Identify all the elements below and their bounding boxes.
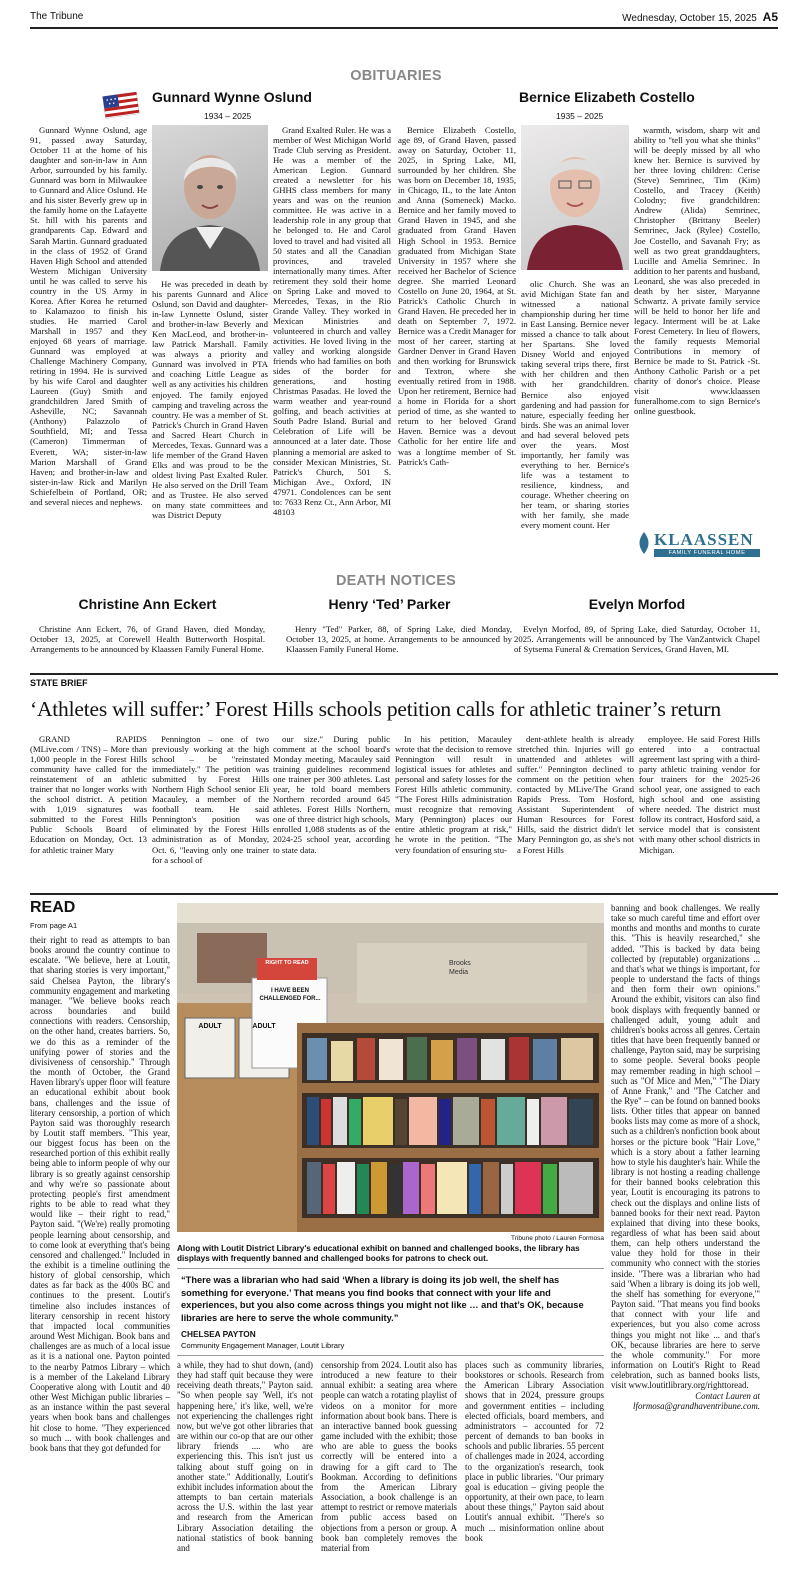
library-shelves-illustration [177, 903, 604, 1232]
brief-col-6 [639, 734, 760, 855]
state-brief-headline: ‘Athletes will suffer:’ Forest Hills schools petition calls for athletic trainer’s return [30, 697, 721, 721]
notice-name-eckert: Christine Ann Eckert [78, 596, 217, 612]
sign-adult-1: ADULT [198, 1023, 222, 1030]
brief-text-2: Pennington – one of two previously working at the high school – be "reinstated immediately." The petition was submitted by Forest Hills Northern High School senior Eli Macauley, a member of the football team. He said Pennington's position was eliminated by the Forest Hills administration as of Monday, Oct. 6, "leaving only one trainer for a school of [152, 734, 269, 865]
sign-adult-2: ADULT [252, 1023, 276, 1030]
notice-eckert-body: Christine Ann Eckert, 76, of Grand Haven, died Monday, October 13, 2025, at Corewell Health Butterworth Hospital. Arrangements to be announced by Klaassen Family Funeral Home. [30, 624, 265, 655]
read-bottom-text-3: places such as community libraries, bookstores or schools. Research from the American Library Association shows that in 2024, pressure groups and government entities – including elected officials, board members, and administrators – accounted for 72 percent of demands to ban books in schools and public libraries. 55 percent of challenges made in 2024, according to the organization's research, took place in public libraries. "Our primary goal is education – giving people the opportunity, at their own pace, to learn about these things," Payton said about Loutit's annual exhibit. "There's so much ... misinformation online about book [465, 1360, 605, 1543]
oslund-col-2 [152, 279, 268, 520]
quote-rule-top [177, 1268, 604, 1269]
brief-col-5 [517, 734, 634, 855]
oslund-portrait-icon [152, 125, 268, 271]
photo-caption: Along with Loutit District Library's educational exhibit on banned and challenged books, the library has displays with frequently banned and challenged books for patrons to check out. [177, 1244, 580, 1264]
oslund-col-3 [273, 125, 391, 517]
brief-text-1: GRAND RAPIDS (MLive.com / TNS) – More than 1,000 people in the Forest Hills community have called for the reinstatement of an athletic trainer that no longer works with the school district. A petition with 1,019 signatures was submitted to the Forest Hills Public Schools Board of Education on Monday, Oct. 13 for athletic trainer Mary [30, 734, 147, 855]
klaassen-logo [636, 530, 760, 560]
sign-media: Brooks Media [449, 960, 471, 976]
brief-text-5: dent-athlete health is already stretched thin. Injuries will go unattended and athletes will suffer." Pennington declined to comment on the petition when contacted by MLive/The Grand Rapids Press. Tom Hosford, Assistant Superintendent of Human Resources for Forest Hills, said the district didn't let Mary Pennington go, as she's not a Forest Hills [517, 734, 634, 855]
state-brief-label: STATE BRIEF [30, 678, 88, 688]
notice-morfod-body: Evelyn Morfod, 89, of Spring Lake, died Saturday, October 11, 2025. Arrangements will be announced by The VanZantwick Chapel of Sytsema Funeral & Cremation Services, Grand Haven, MI. [514, 624, 760, 655]
oslund-dates: 1934 – 2025 [204, 111, 252, 121]
read-bottom-text-1: a while, they had to shut down, (and) they had staff quit because they were receiving death threats," Payton said. "So when people say 'Well, it's not happening here,' it's like, well, we're not experiencing the challenges right now, but we've got other libraries that are within our co-op that are our other library friends .... who are experiencing this. This isn't just us talking about stuff going on in another state." Additionally, Loutit's exhibit includes information about the attempts to ban certain materials across the U.S. within the last year and research from the American Library Association detailing the national statistics of book banning and [177, 1360, 313, 1553]
bookshelf-row-1 [302, 1033, 599, 1083]
brief-text-6: employee. He said Forest Hills entered into a contractual agreement last spring with a third-party athletic training vendor for four trainers for the 2025-26 school year, one assigned to each high school and one assisting where needed. The district must follow its contract, Hosford said, a service model that is consistent with many other school districts in Michigan. [639, 734, 760, 855]
page-number: A5 [762, 10, 778, 24]
pull-quote: “There was a librarian who had said ‘When a library is doing its job well, the shelf has something for everyone.’ That means you find books that connect with your life and experiences, but you also come across things you might not like … and that’s OK, because libraries are here to serve the whole community.” [181, 1275, 584, 1323]
brief-text-3: our size." During public comment at the school board's Monday meeting, Macauley said training guidelines recommend one trainer per 300 athletes. Last year, he told board members Northern recorded around 645 athletes. Forest Hills Northern, one of three district high schools, enrolled 1,088 students as of the 2024-25 school year, according to state data. [273, 734, 390, 855]
costello-col-2 [521, 279, 629, 530]
klaassen-logo-text: KLAASSEN [654, 530, 754, 549]
costello-text-2: olic Church. She was an avid Michigan State fan and witnessed a national championship during her time in East Lansing. Bernice never missed a chance to talk about her Spartans. She loved Disney World and enjoyed taking several trips there, first with her children and then with her grandchildren. Bernice also enjoyed gardening and had passion for nature, especially feeding her birds. She was an animal lover and had several beloved pets over the years. Most importantly, her family was everything to her. Bernice's life was a testament to resilience, kindness, and courage. Whether cheering on her team, or sharing stories with her family, she made every moment count. Her [521, 279, 629, 531]
read-bottom-text-2: censorship from 2024. Loutit also has introduced a new feature to their annual exhibit: a seating area where people can watch a rotating playlist of videos on a monitor for more information about book bans. There is an interactive banned book guessing game included with the exhibit; those who are able to guess the books correctly will be entered into a drawing for a gift card to The Bookman. According to definitions from the American Library Association, a book challenge is an attempt to restrict or remove materials from public access based on objections from a person or group. A book ban completely removes the material from [321, 1360, 457, 1553]
oslund-col-1 [30, 125, 147, 507]
costello-dates: 1935 – 2025 [556, 111, 604, 121]
obituaries-title: OBITUARIES [350, 68, 442, 84]
notice-text-parker [286, 624, 512, 654]
costello-name: Bernice Elizabeth Costello [519, 89, 695, 105]
brief-text-4: In his petition, Macauley wrote that the decision to remove Pennington will result in logistical issues for athletes and personal and safety losses for the Forest Hills athletic community. "The Forest Hills administration must recognize that removing Mary (Pennington) places our entire athletic program at risk," he wrote in the petition. "The very foundation of ensuring stu- [395, 734, 512, 855]
bookshelf-row-3 [302, 1158, 599, 1218]
read-left-text: their right to read as attempts to ban books around the country continue to escalate. "We believe, here at Loutit, that sharing stories is very important," said Chelsea Payton, the library's community engagement and marketing manager. "We believe books reach across boundaries and build connections with readers. Censorship, on the other hand, creates barriers. So, we do this as a reminder of the unifying power of stories and the divisiveness of censorship." Through the month of October, the Grand Haven library's upper floor will feature an educational exhibit about book bans, challenges and the issue of literary censorship, a portion of which Payton said was thoroughly research by Loutit staff members. "This year, our biggest focus has been on the researched portion of this exhibit really being able to inform people of why our library is so greatly against censorship and why we're so passionate about protecting people's first amendment rights to be able to read what they would like – their right to read," Payton said. "(We're) really promoting people learning about censorship, and to come look at everything that's being censored and challenged." Included in the exhibit is a timeline outlining the history of global censorship, which dates as far back as the 400s BC and continues to the present. Loutit's timeline also includes instances of literary censorship in recent history that impacted local communities around West Michigan. Book bans and challenges are as much of a local issue as it is a national one. Payton pointed to the nearby Patmos Library – which is a member of the Lakeland Library Cooperative along with Loutit and 40 other West Michigan public libraries – as an instance within the past several years when book bans and challenges hit close to home. "They experienced so much ... with book challenges and book bans that they got defunded for [30, 935, 170, 1453]
death-notices-title: DEATH NOTICES [336, 573, 456, 589]
costello-photo [521, 125, 629, 270]
read-contact: Contact Lauren at lformosa@grandhaventribune.com. [633, 1390, 760, 1411]
quote-rule-bottom [177, 1355, 604, 1356]
read-label: READ [30, 899, 76, 916]
notice-text-morfod [514, 624, 760, 654]
oslund-text-3: Grand Exalted Ruler. He was a member of West Michigan World Trade Club serving as President. He was a member of the American Legion. Gunnard created a newsletter for his GHHS class members for many years and was on the reunion committee. He was active in a leadership role in any group that he belonged to. He and Carol loved to travel and had visited all 50 states and all the Canadian provinces, and traveled internationally many times. After retirement they sold their home on Spring Lake and moved to Mercedes, Texas, in the Rio Grande Valley. They worked in Mexican Ministries and volunteered in church and valley activities. He loved living in the valley and working alongside friends who had families on both sides of the border for generations, and hosting Christmas Pasadas. He loved the warm weather and year-round golfing, and beach activities at South Padre Island. Burial and Celebration of Life will be announced at a later date. Those planning a memorial are asked to consider Mexican Ministries, St. Patrick's Church, 501 S. Michigan Ave., Oxford, IN 47971. Condolences can be sent to: 7633 Renz Ct., Ann Arbor, MI 48103 [273, 125, 391, 517]
brief-col-1 [30, 734, 147, 855]
sign-right-to-read: RIGHT TO READ [265, 960, 309, 966]
oslund-text-1: Gunnard Wynne Oslund, age 91, passed away Saturday, October 11 at the home of his daughter and son-in-law in Ann Arbor, surrounded by his family. Gunnard was born in Milwaukee to Gunnard and Alice Oslund. He and his sister Beverly grew up in the family home on the Lafayette St. hill with his parents and grandparents Cap. Edward and Sarah Martin. Gunnard graduated in the class of 1952 of Grand Haven High School and attended Western Michigan University until he was called to serve his country in the US Army in Korea. After Korea he returned to Kalamazoo to finish his studies. He married Carol Marshall in 1957 and they enjoyed 68 years of marriage. Gunnard was employed at Challenge Machinery Company, retiring in 1994. He is survived by his wife Carol and daughter Laureen (Guy) Smith and grandchildren Jared Smith of Asheville, NC; Savannah (Anthony) Palazzolo of Southfield, MI; and Tessa (Cameron) Timmerman of Everett, WA; sister-in-law Marion Marshall of Grand Haven; and brother-in-law and sister-in-law Rick and Marilyn Schiefelbein of Portland, OR; and several nieces and nephews. [30, 125, 147, 507]
oslund-name: Gunnard Wynne Oslund [152, 89, 312, 105]
klaassen-logo-sub: FAMILY FUNERAL HOME [654, 549, 760, 557]
read-bottom-col-3 [465, 1360, 604, 1543]
paper-name: The Tribune [30, 11, 84, 22]
notice-name-parker: Henry ‘Ted’ Parker [328, 596, 451, 612]
read-bottom-col-1 [177, 1360, 313, 1553]
issue-date-text: Wednesday, October 15, 2025 [622, 13, 757, 24]
read-jump: From page A1 [30, 921, 78, 930]
costello-col-3 [634, 125, 760, 416]
costello-text-1: Bernice Elizabeth Costello, age 89, of Grand Haven, passed away on Saturday, October 11, 2025, in Spring Lake, MI, surrounded by her children. She was born on December 18, 1935, in Chicago, IL, to the late Anton and Anna (Someneck) Macko. Bernice and her family moved to Grand Haven in 1945, and she graduated from Grand Haven High School in 1953. Bernice graduated from Michigan State University in 1957 where she received her Bachelor of Science degree. She married Leonard Costello on June 20, 1964, at St. Patrick's Catholic Church in Grand Haven. He preceded her in death on September 7, 1972. Bernice was a Credit Manager for most of her career, starting at Gardner Denver in Grand Haven and then working for Brunswick and Textron, where she eventually retired from in 1988. Upon her retirement, Bernice had a home in Florida for a short period of time, as she wanted to return to her beloved Grand Haven. Bernice was a devout Catholic for her entire life and was a longtime member of St. Patrick's Cath- [398, 125, 516, 467]
read-right-col [611, 903, 760, 1411]
quote-attribution-title: Community Engagement Manager, Loutit Library [181, 1341, 345, 1350]
bookshelf-row-2 [302, 1093, 599, 1148]
brief-col-2 [152, 734, 269, 865]
sign-challenged: I HAVE BEEN CHALLENGED FOR... [259, 988, 321, 1002]
read-right-text: banning and book challenges. We really take so much careful time and effort over months and months and months to curate this. "This is heavily researched," she added. "This is backed by data being collected by (reputable) organizations ... and that's what we things is important, for people to understand the facts of things and then form their own opinions." Around the exhibit, visitors can also find book displays with frequently banned or challenged adult, young adult and children's books across all genres. Certain titles that have been frequently banned or challenge, Payton said, may be surprising to some people. Several books people may remember reading in high school – such as "Of Mice and Men," "The Diary of Anne Frank," and "The Catcher and the Rye" – can be found on banned books lists. Other titles that appear on banned books lists may come as more of a shock, such as a children's nonfiction book about horses or the picture book "Hair Love," which is a story about a father learning how to style his daughter's hair. While the library is not hosting a reading challenge for their banned books celebration this year, Loutit is encouraging its patrons to check out the displays and online lists of banned books for their next read. Payton explained that diving into these books, regardless of what has been said about them, can help others understand the value they hold for those in their community who connect with the stories inside. "There was a librarian who had said 'When a library is doing its job well, the shelf has something for everyone,'" Payton said. "That means you find books that connect with your life and experiences, but you also come across things you might not like ... and that's OK, because libraries are here to serve the whole community." For more information on Loutit's Right to Read celebration, such as banned books lists, visit www.loutitlibrary.org/righttoread. [611, 903, 760, 1391]
oslund-photo [152, 125, 268, 271]
brief-col-4 [395, 734, 512, 855]
issue-date [622, 10, 778, 24]
costello-portrait-icon [521, 125, 629, 270]
state-brief-rule [30, 673, 778, 675]
header-rule [30, 27, 778, 29]
photo-credit: Tribune photo / Lauren Formosa [511, 1235, 604, 1242]
library-photo [177, 903, 604, 1232]
notice-name-morfod: Evelyn Morfod [588, 596, 686, 612]
notice-parker-body: Henry "Ted" Parker, 88, of Spring Lake, died Monday, October 13, 2025, at home. Arrangements to be announced by Klaassen Family Funeral Home. [286, 624, 512, 655]
costello-col-1 [398, 125, 516, 467]
costello-text-3: warmth, wisdom, sharp wit and ability to "tell you what she thinks" will be deeply missed by all who knew her. Bernice is survived by her three loving children: Cerise (Steve) Semrinec, Tim (Kim) Costello, and Tracey (Keith) Colodny; five grandchildren: Andrew (Alida) Semrinec, Christopher (Brittany Beeler) Semrinec, Jack (Rylee) Costello, Joe Costello, and Savanah Fry; as well as two great granddaughters, Lucille and Amelia Semrinec. In addition to her parents and husband, Leonard, she was also preceded in death by her sister, Maryanne Schwartz. A private family service will be held to honor her life and legacy. Interment will be at Lake Forest Cemetery. In lieu of flowers, the family requests Memorial Contributions in memory of Bernice be made to St. Patrick -St. Anthony Catholic Parish or a pet charity of donor's choice. Please visit www.klaassen funeralhome.com to sign Bernice's online guestbook. [634, 125, 760, 417]
read-left-col [30, 935, 170, 1453]
read-rule [30, 893, 778, 895]
notice-text-eckert [30, 624, 265, 654]
brief-col-3 [273, 734, 390, 855]
american-flag-icon [102, 90, 142, 120]
klaassen-flame-icon [636, 532, 652, 554]
quote-attribution-name: CHELSEA PAYTON [181, 1329, 256, 1339]
oslund-text-2: He was preceded in death by his parents Gunnard and Alice Oslund, son David and daughter-in-law Lynnette Oslund, sister and brother-in-law Beverly and Ken MacLeod, and brother-in-law Patrick Marshall. Family was always a priority and Gunnard was involved in PTA and coaching Little League as well as any activities his children enjoyed. The family enjoyed camping and traveling across the country. He was a member of St. Patrick's Church in Grand Haven and Sacred Heart Church in Mercedes, Texas. Gunnard was a life member of the Grand Haven Elks and was proud to be the oldest living Past Exalted Ruler. He also served on the Drill Team and as Trustee. He also served on many state committees and was District Deputy [152, 279, 268, 521]
read-bottom-col-2 [321, 1360, 457, 1553]
